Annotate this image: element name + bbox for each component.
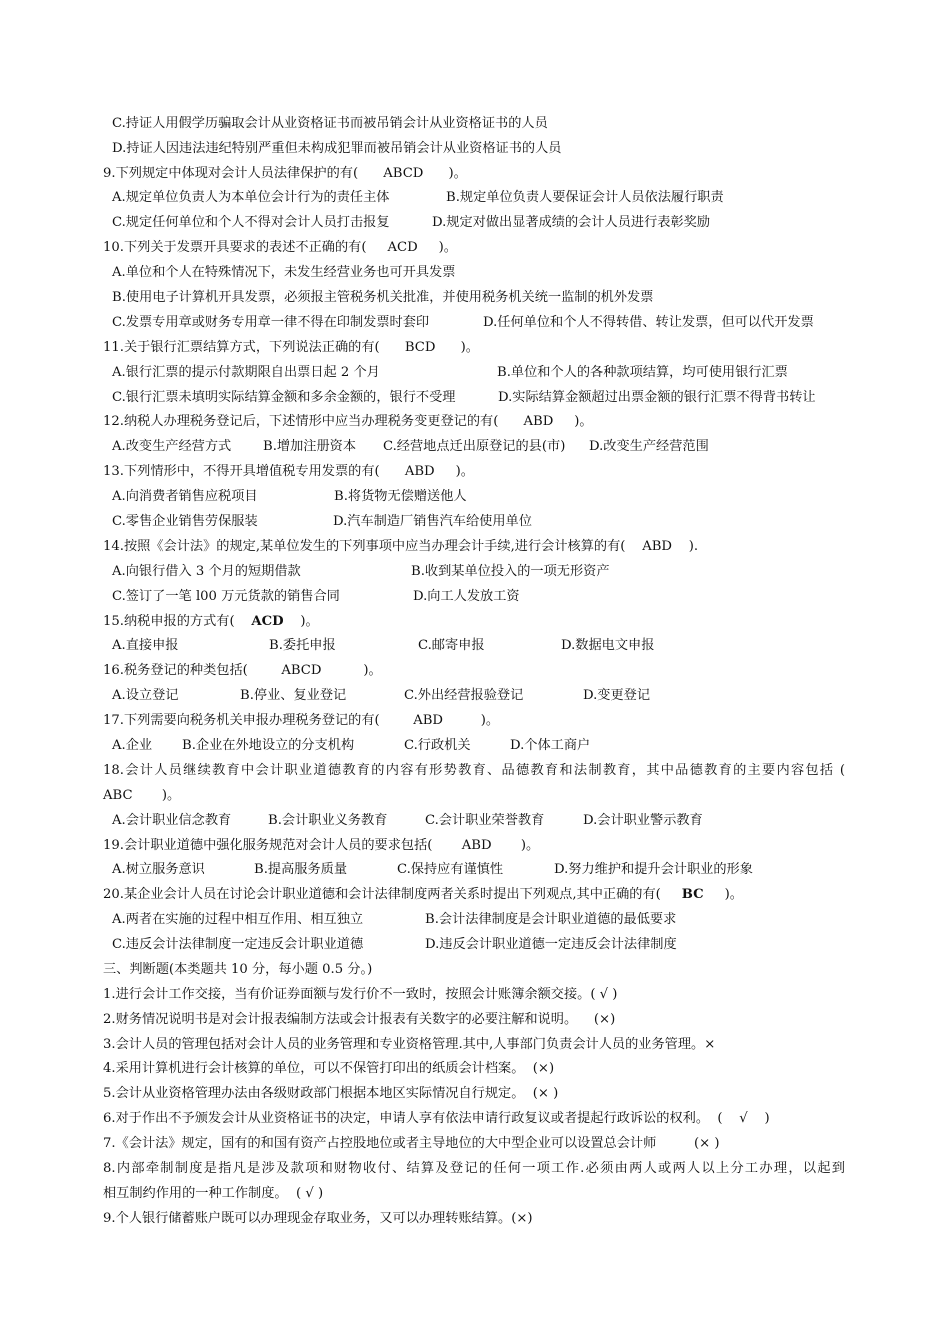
text-line (103, 610, 319, 634)
text-segment: 相互制约作用的一种工作制度。 ( √ ) (103, 1186, 324, 1201)
option-line (112, 386, 816, 410)
text-segment: D.向工人发放工资 (413, 589, 520, 604)
text-segment: C.违反会计法律制度一定违反会计职业道德 (112, 937, 364, 952)
option-line (112, 560, 610, 584)
text-line (103, 535, 698, 559)
text-segment: )。 (703, 887, 743, 902)
text-segment: A.会计职业信念教育 (112, 813, 232, 828)
text-segment: A.向银行借入 3 个月的短期借款 (112, 564, 301, 579)
text-segment: C.会计职业荣誉教育 (425, 813, 545, 828)
text-line (103, 1008, 615, 1032)
text-segment: 10.下列关于发票开具要求的表述不正确的有( ACD )。 (103, 240, 457, 255)
text-segment: D.持证人因违法违纪特别严重但未构成犯罪而被吊销会计从业资格证书的人员 (112, 141, 562, 156)
option-line (112, 908, 677, 932)
text-segment: C.规定任何单位和个人不得对会计人员打击报复 (112, 215, 390, 230)
text-line (103, 1132, 720, 1156)
text-segment: 1.进行会计工作交接，当有价证券面额与发行价不一致时，按照会计账簿余额交接。( √ ) (103, 987, 618, 1002)
option-line (112, 734, 591, 758)
text-line (103, 1182, 323, 1206)
text-segment: C.保持应有谨慎性 (397, 862, 504, 877)
text-segment: C.持证人用假学历骗取会计从业资格证书而被吊销会计从业资格证书的人员 (112, 116, 548, 131)
text-line (103, 1157, 845, 1181)
text-segment: B.会计法律制度是会计职业道德的最低要求 (425, 912, 677, 927)
text-line (103, 162, 467, 186)
text-line (103, 336, 479, 360)
answer-bold: BC (681, 887, 704, 902)
option-line (112, 485, 467, 509)
text-segment: ABC )。 (103, 788, 181, 803)
text-segment: 8.内部牵制制度是指凡是涉及款项和财物收付、结算及登记的任何一项工作.必须由两人或两人以上分工办理，以起到 (103, 1161, 845, 1176)
text-line (103, 1082, 558, 1106)
text-segment: D.个体工商户 (510, 738, 591, 753)
text-segment: B.会计职业义务教育 (268, 813, 388, 828)
text-segment: D.实际结算金额超过出票金额的银行汇票不得背书转让 (498, 390, 816, 405)
text-segment: 5.会计从业资格管理办法由各级财政部门根据本地区实际情况自行规定。 (× ) (103, 1086, 559, 1101)
text-segment: D.变更登记 (583, 688, 651, 703)
option-line (112, 261, 455, 285)
option-line (112, 684, 651, 708)
option-line (112, 933, 677, 957)
text-line (103, 460, 474, 484)
text-segment: 4.采用计算机进行会计核算的单位，可以不保管打印出的纸质会计档案。 (×) (103, 1061, 555, 1076)
text-segment: 11.关于银行汇票结算方式，下列说法正确的有( BCD )。 (103, 340, 479, 355)
text-segment: C.签订了一笔 l00 万元货款的销售合同 (112, 589, 340, 604)
text-line (103, 1207, 533, 1231)
text-segment: B.停业、复业登记 (240, 688, 347, 703)
text-line (103, 784, 180, 808)
text-segment: B.规定单位负责人要保证会计人员依法履行职责 (446, 190, 724, 205)
text-segment: C.外出经营报验登记 (404, 688, 524, 703)
text-line (103, 834, 539, 858)
text-segment: B.收到某单位投入的一项无形资产 (411, 564, 610, 579)
text-segment: A.单位和个人在特殊情况下，未发生经营业务也可开具发票 (112, 265, 456, 280)
text-segment: A.向消费者销售应税项目 (112, 489, 258, 504)
text-segment: 20.某企业会计人员在讨论会计职业道德和会计法律制度两者关系时提出下列观点,其中正确的有( (103, 887, 682, 902)
text-segment: D.规定对做出显著成绩的会计人员进行表彰奖励 (432, 215, 711, 230)
text-segment: A.两者在实施的过程中相互作用、相互独立 (112, 912, 364, 927)
text-segment: B.将货物无偿赠送他人 (334, 489, 467, 504)
text-segment: A.树立服务意识 (112, 862, 205, 877)
text-segment: D.汽车制造厂销售汽车给使用单位 (333, 514, 532, 529)
text-line (103, 1033, 715, 1057)
text-segment: 17.下列需要向税务机关申报办理税务登记的有( ABD )。 (103, 713, 500, 728)
option-line (112, 435, 709, 459)
text-segment: A.银行汇票的提示付款期限自出票日起 2 个月 (112, 365, 380, 380)
text-segment: 3.会计人员的管理包括对会计人员的业务管理和专业资格管理.其中,人事部门负责会计人员的业务管理。× (103, 1037, 716, 1052)
option-line (112, 186, 724, 210)
text-line (103, 410, 593, 434)
text-segment: D.任何单位和个人不得转借、转让发票，但可以代开发票 (483, 315, 814, 330)
answer-bold: ACD (251, 614, 284, 629)
option-line (112, 361, 788, 385)
text-segment: D.努力维护和提升会计职业的形象 (554, 862, 753, 877)
option-line (112, 137, 561, 161)
text-segment: D.改变生产经营范围 (589, 439, 709, 454)
text-segment: B.企业在外地设立的分支机构 (182, 738, 355, 753)
text-segment: 12.纳税人办理税务登记后，下述情形中应当办理税务变更登记的有( ABD )。 (103, 414, 593, 429)
text-segment: B.增加注册资本 (263, 439, 357, 454)
text-segment: 6.对于作出不予颁发会计从业资格证书的决定，申请人享有依法申请行政复议或者提起行政诉讼的权利。 ( √ ) (103, 1111, 770, 1126)
option-line (112, 112, 548, 136)
text-line (103, 659, 382, 683)
option-line (112, 211, 711, 235)
text-line (103, 759, 845, 783)
text-segment: 13.下列情形中，不得开具增值税专用发票的有( ABD )。 (103, 464, 474, 479)
text-segment: 15.纳税申报的方式有( (103, 614, 252, 629)
text-segment: C.行政机关 (404, 738, 471, 753)
text-segment: 7.《会计法》规定，国有的和国有资产占控股地位或者主导地位的大中型企业可以设置总会计师 (× ) (103, 1136, 720, 1151)
text-segment: C.邮寄申报 (418, 638, 485, 653)
text-segment: 三、判断题(本类题共 10 分，每小题 0.5 分。) (103, 962, 373, 977)
text-segment: 19.会计职业道德中强化服务规范对会计人员的要求包括( ABD )。 (103, 838, 540, 853)
text-line (103, 236, 457, 260)
text-segment: 16.税务登记的种类包括( ABCD )。 (103, 663, 382, 678)
text-line (103, 1107, 770, 1131)
text-segment: 9.个人银行储蓄账户既可以办理现金存取业务，又可以办理转账结算。(×) (103, 1211, 533, 1226)
option-line (112, 311, 814, 335)
text-segment: B.单位和个人的各种款项结算，均可使用银行汇票 (497, 365, 788, 380)
text-segment: D.会计职业警示教育 (583, 813, 703, 828)
text-segment: 9.下列规定中体现对会计人员法律保护的有( ABCD )。 (103, 166, 467, 181)
option-line (112, 858, 753, 882)
text-line (103, 1057, 554, 1081)
option-line (112, 634, 655, 658)
text-segment: A.改变生产经营方式 (112, 439, 232, 454)
text-segment: B.委托申报 (269, 638, 336, 653)
text-segment: A.规定单位负责人为本单位会计行为的责任主体 (112, 190, 390, 205)
text-segment: D.数据电文申报 (561, 638, 655, 653)
text-line (103, 958, 372, 982)
option-line (112, 809, 703, 833)
text-segment: C.零售企业销售劳保服装 (112, 514, 258, 529)
option-line (112, 585, 520, 609)
text-segment: A.企业 (112, 738, 153, 753)
text-segment: B.使用电子计算机开具发票，必须报主管税务机关批准，并使用税务机关统一监制的机外发票 (112, 290, 654, 305)
option-line (112, 286, 653, 310)
text-segment: C.经营地点迁出原登记的县(市) (383, 439, 566, 454)
text-segment: A.设立登记 (112, 688, 179, 703)
text-segment: 18.会计人员继续教育中会计职业道德教育的内容有形势教育、品德教育和法制教育，其中品德教育的主要内容包括 ( (103, 763, 845, 778)
text-segment: C.银行汇票未填明实际结算金额和多余金额的，银行不受理 (112, 390, 456, 405)
text-segment: )。 (283, 614, 319, 629)
text-segment: C.发票专用章或财务专用章一律不得在印制发票时套印 (112, 315, 430, 330)
text-line (103, 883, 743, 907)
text-line (103, 709, 499, 733)
text-segment: 14.按照《会计法》的规定,某单位发生的下列事项中应当办理会计手续,进行会计核算的有( ABD ). (103, 539, 699, 554)
text-line (103, 983, 617, 1007)
text-segment: D.违反会计职业道德一定违反会计法律制度 (425, 937, 677, 952)
option-line (112, 510, 532, 534)
text-segment: 2.财务情况说明书是对会计报表编制方法或会计报表有关数字的必要注解和说明。 (×) (103, 1012, 616, 1027)
text-segment: A.直接申报 (112, 638, 179, 653)
text-segment: B.提高服务质量 (254, 862, 348, 877)
